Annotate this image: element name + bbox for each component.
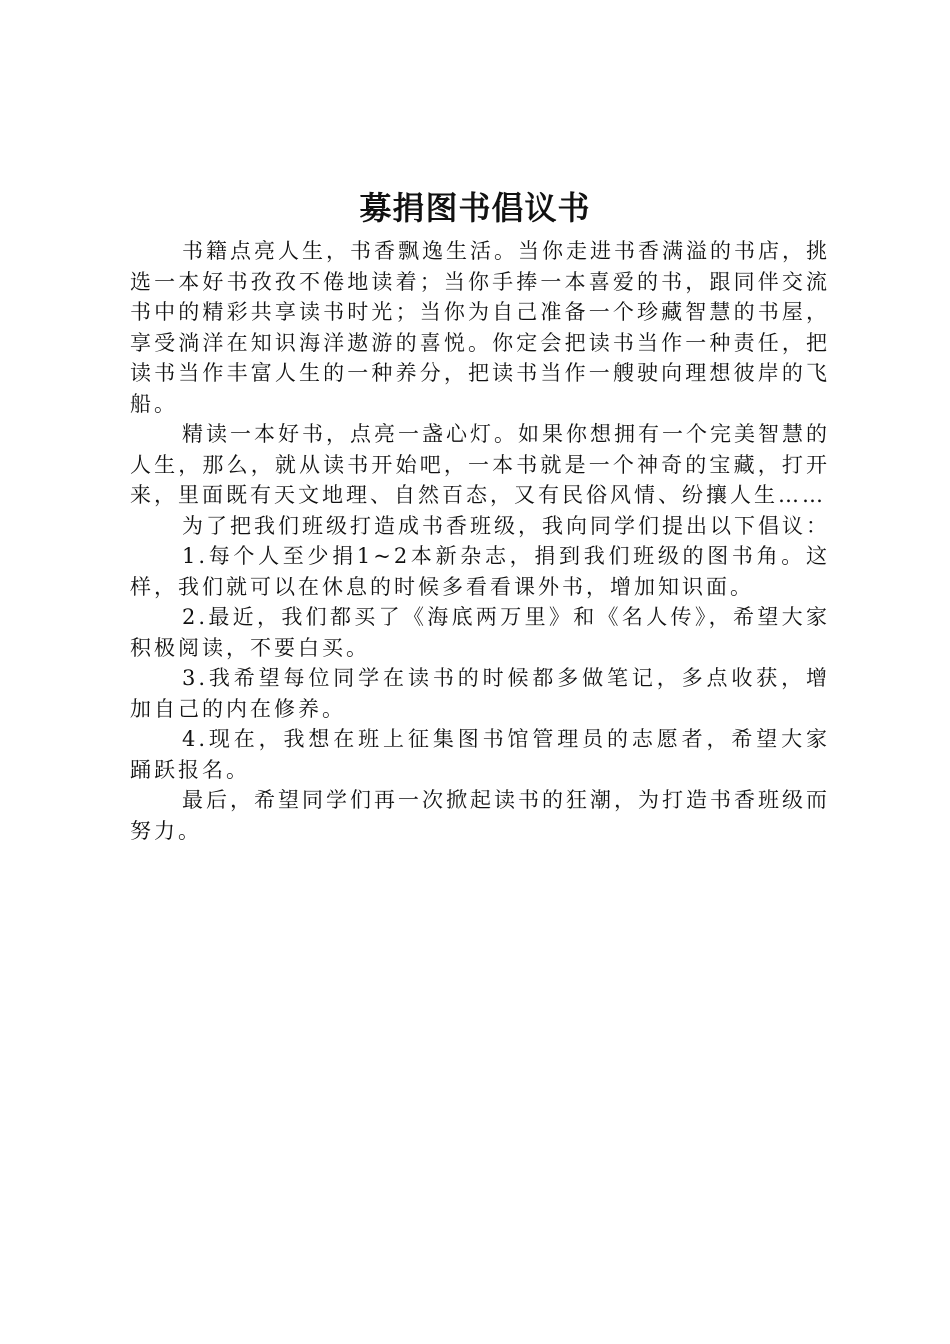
proposal-item-3: 3.我希望每位同学在读书的时候都多做笔记，多点收获，增加自己的内在修养。 <box>130 666 830 721</box>
document-body <box>130 236 830 846</box>
paragraph-read-good-book: 精读一本好书，点亮一盏心灯。如果你想拥有一个完美智慧的人生，那么，就从读书开始吧，一本书就是一个神奇的宝藏，打开来，里面既有天文地理、自然百态，又有民俗风情、纷攘人生…… <box>130 422 830 507</box>
paragraph-intro: 书籍点亮人生，书香飘逸生活。当你走进书香满溢的书店，挑选一本好书孜孜不倦地读着；当你手捧一本喜爱的书，跟同伴交流书中的精彩共享读书时光；当你为自己准备一个珍藏智慧的书屋，享受淌洋在知识海洋遨游的喜悦。你定会把读书当作一种责任，把读书当作丰富人生的一种养分，把读书当作一艘驶向理想彼岸的飞船。 <box>130 239 830 416</box>
proposal-item-1: 1.每个人至少捐1~2本新杂志，捐到我们班级的图书角。这样，我们就可以在休息的时候多看看课外书，增加知识面。 <box>130 544 830 599</box>
proposal-item-2: 2.最近，我们都买了《海底两万里》和《名人传》，希望大家积极阅读，不要白买。 <box>130 605 830 660</box>
paragraph-proposal-lead: 为了把我们班级打造成书香班级，我向同学们提出以下倡议： <box>182 513 830 538</box>
paragraph-closing: 最后，希望同学们再一次掀起读书的狂潮，为打造书香班级而努力。 <box>130 788 830 843</box>
document-title: 募捐图书倡议书 <box>359 189 591 227</box>
proposal-item-4: 4.现在，我想在班上征集图书馆管理员的志愿者，希望大家踊跃报名。 <box>130 727 830 782</box>
